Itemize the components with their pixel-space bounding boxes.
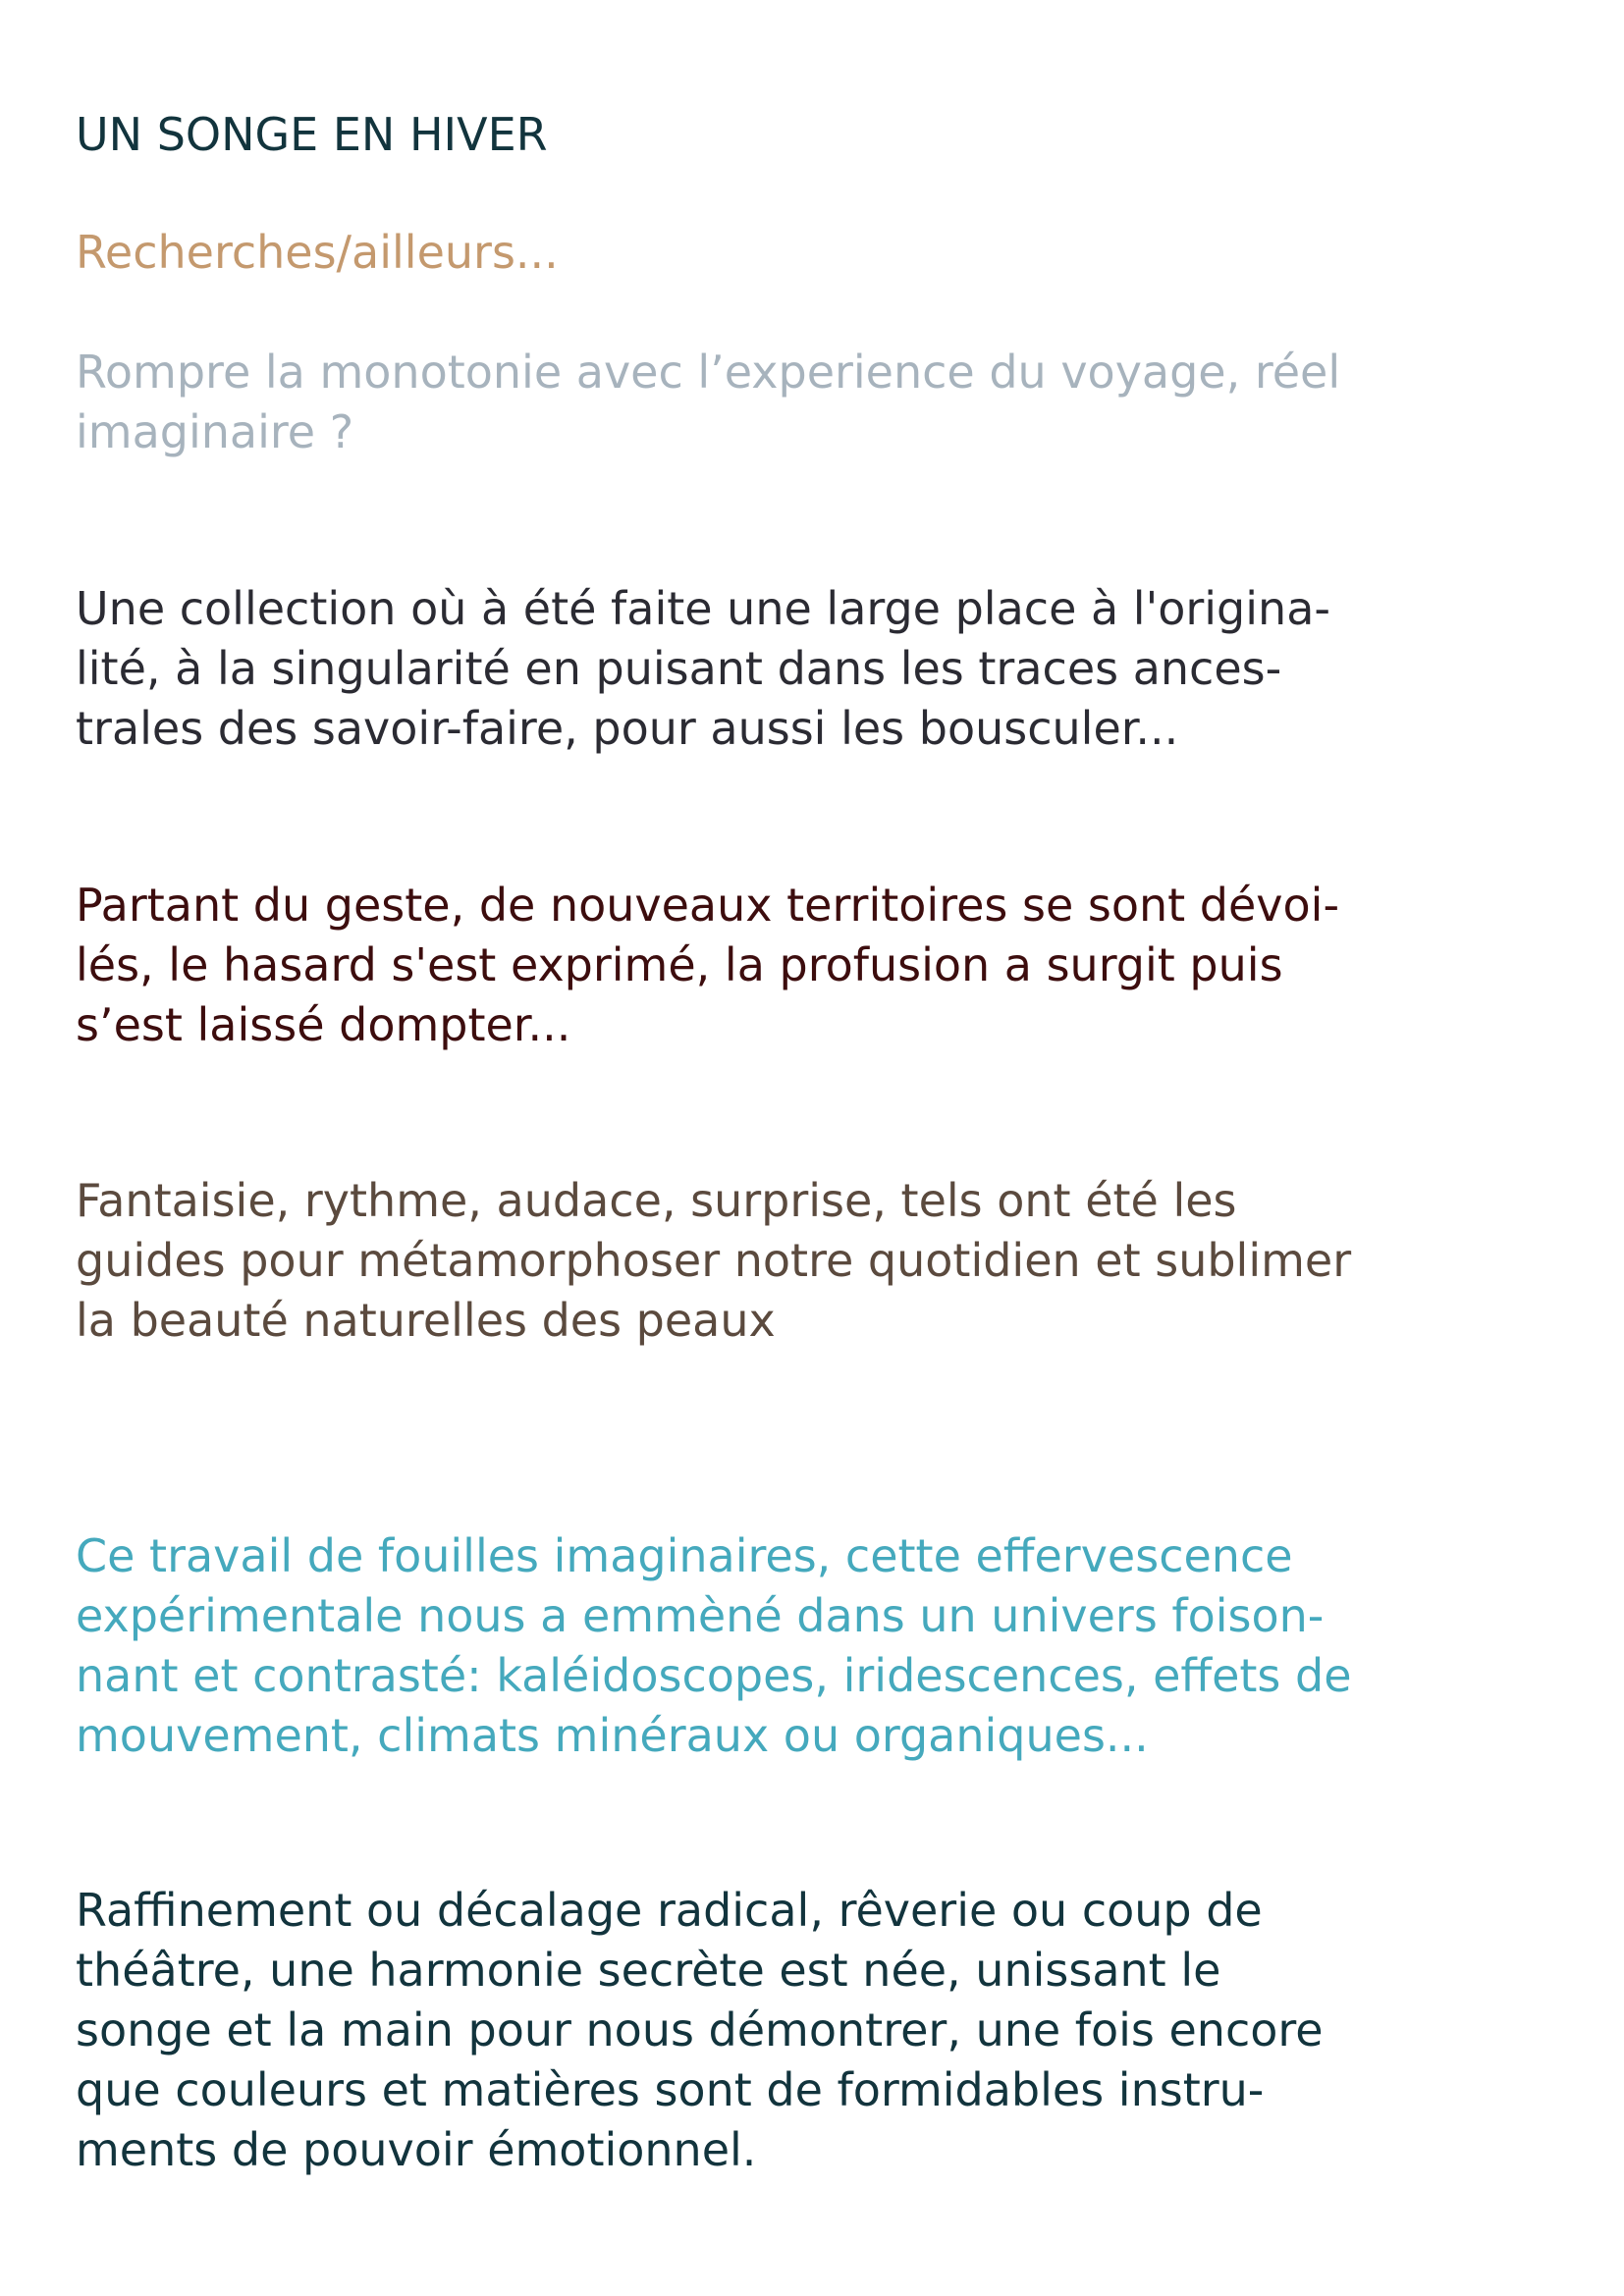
page-subtitle: Recherches/ailleurs...	[76, 226, 559, 279]
text-line: Fantaisie, rythme, audace, surprise, tels ont été les	[76, 1174, 1237, 1227]
text-line: Rompre la monotonie avec l’experience du voyage, réel	[76, 346, 1341, 399]
text-line: la beauté naturelles des peaux	[76, 1294, 776, 1347]
text-line: ments de pouvoir émotionnel.	[76, 2123, 757, 2176]
text-line: théâtre, une harmonie secrète est née, unissant le	[76, 1944, 1221, 1997]
paragraph-geste	[76, 876, 1489, 1055]
paragraph-fantaisie	[76, 1171, 1489, 1351]
page-title: UN SONGE EN HIVER	[76, 108, 548, 161]
text-line: Ce travail de fouilles imaginaires, cette effervescence	[76, 1529, 1293, 1582]
paragraph-raffinement	[76, 1881, 1489, 2180]
text-line: imaginaire ?	[76, 405, 354, 458]
text-line: trales des savoir-faire, pour aussi les bousculer...	[76, 702, 1179, 755]
text-line: expérimentale nous a emmèné dans un univers foison-	[76, 1589, 1325, 1642]
text-line: mouvement, climats minéraux ou organiques...	[76, 1709, 1149, 1762]
text-line: nant et contrasté: kaléidoscopes, iridescences, effets de	[76, 1649, 1352, 1702]
intro-question	[76, 343, 1489, 462]
text-line: Raffinement ou décalage radical, rêverie ou coup de	[76, 1884, 1263, 1937]
paragraph-fouilles	[76, 1526, 1489, 1766]
text-line: lité, à la singularité en puisant dans les traces ances-	[76, 642, 1282, 695]
text-line: songe et la main pour nous démontrer, une fois encore	[76, 2003, 1324, 2056]
paragraph-collection	[76, 579, 1489, 759]
text-line: s’est laissé dompter...	[76, 998, 571, 1051]
text-line: guides pour métamorphoser notre quotidien et sublimer	[76, 1234, 1352, 1287]
text-line: lés, le hasard s'est exprimé, la profusion a surgit puis	[76, 938, 1283, 991]
text-line: Partant du geste, de nouveaux territoires se sont dévoi-	[76, 879, 1340, 932]
text-line: que couleurs et matières sont de formidables instru-	[76, 2063, 1265, 2116]
text-line: Une collection où à été faite une large place à l'origina-	[76, 582, 1330, 635]
